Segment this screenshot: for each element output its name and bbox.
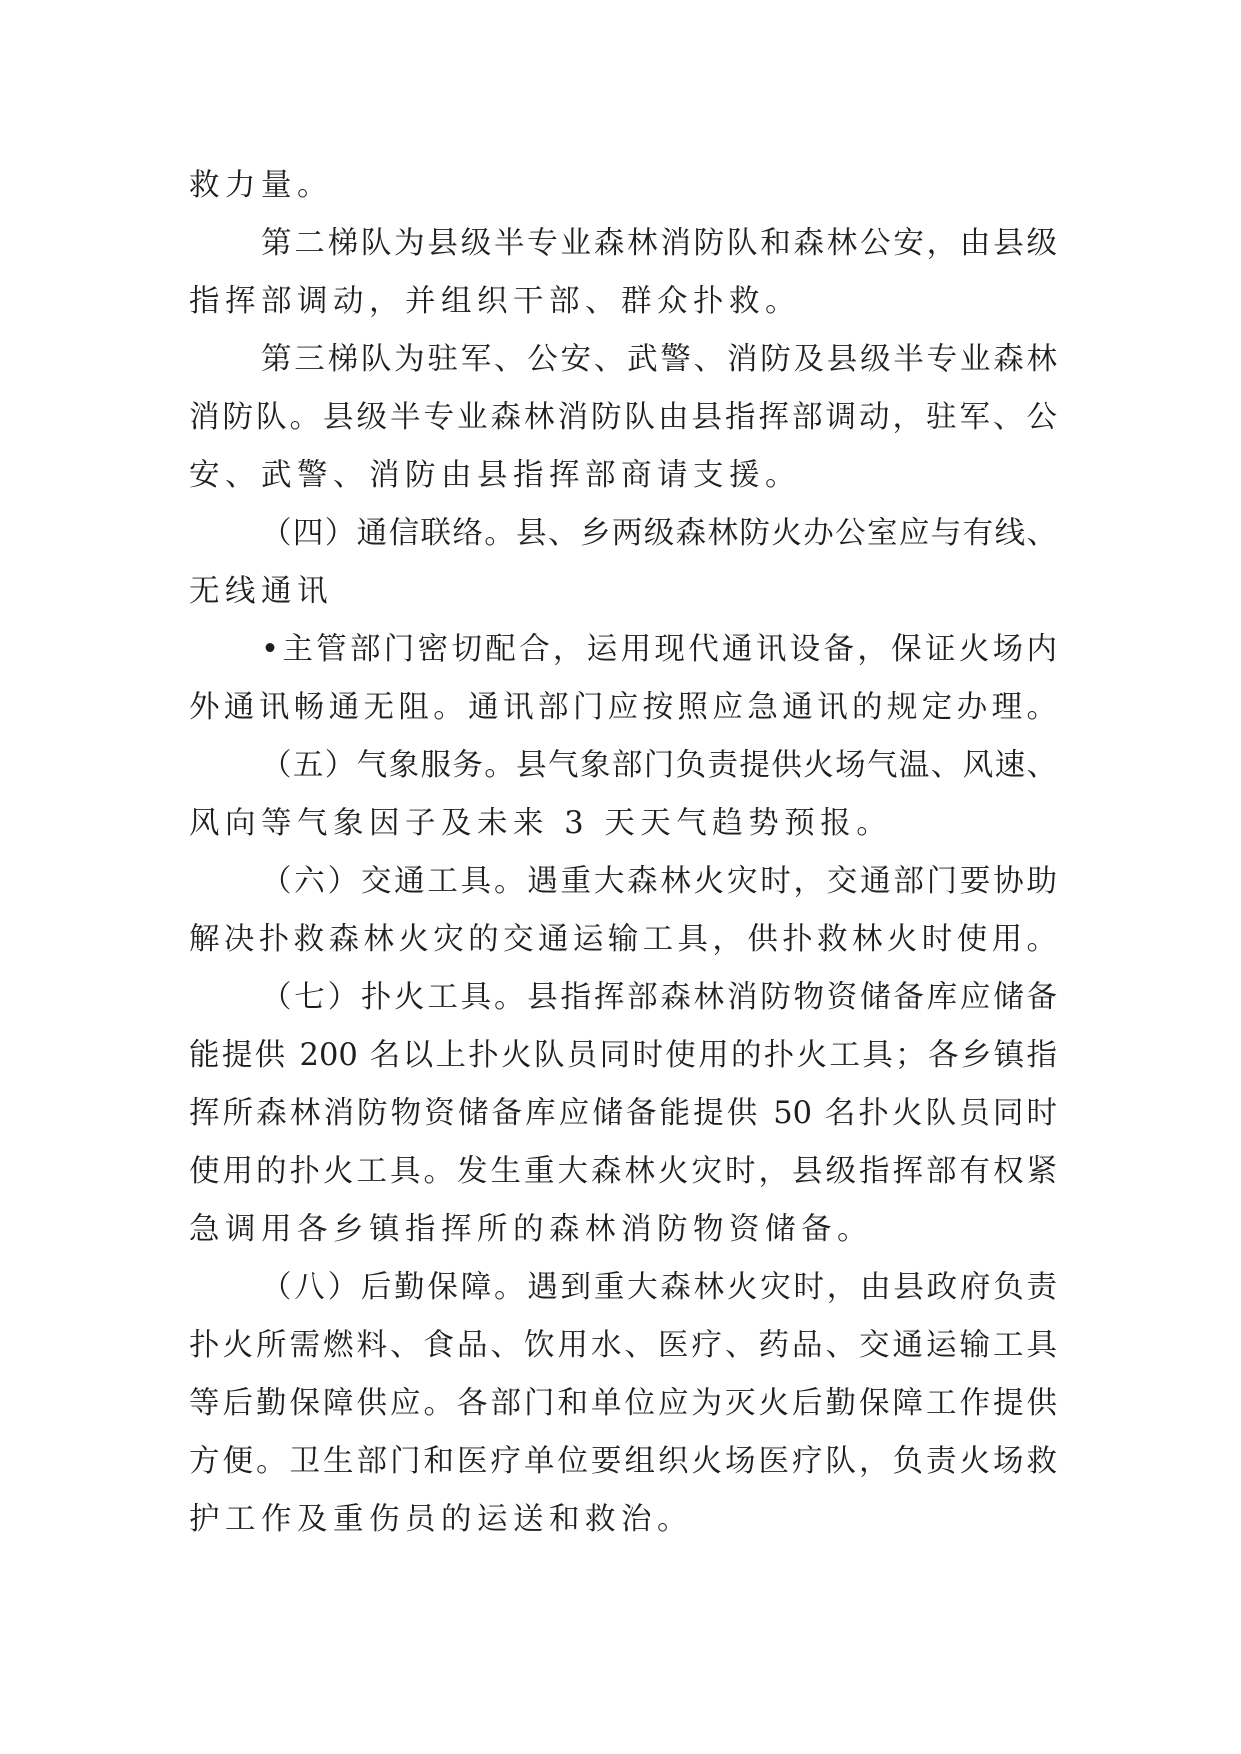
paragraph-third-echelon: 第三梯队为驻军、公安、武警、消防及县级半专业森林 (261, 342, 1057, 377)
text-line: 急调用各乡镇指挥所的森林消防物资储备。 (189, 1212, 873, 1247)
text-line: 指挥部调动，并组织干部、群众扑救。 (189, 284, 801, 319)
paragraph-transport: （六）交通工具。遇重大森林火灾时，交通部门要协助 (261, 864, 1057, 899)
paragraph-communication: （四）通信联络。县、乡两级森林防火办公室应与有线、 (261, 516, 1057, 551)
text-line: 能提供 200 名以上扑火队员同时使用的扑火工具；各乡镇指 (189, 1038, 1057, 1073)
paragraph-firefighting-tools: （七）扑火工具。县指挥部森林消防物资储备库应储备 (261, 980, 1057, 1015)
body-text (189, 157, 1057, 1549)
paragraph-weather-service: （五）气象服务。县气象部门负责提供火场气温、风速、 (261, 748, 1057, 783)
text-line: 无线通讯 (189, 574, 333, 609)
text-line: 解决扑救森林火灾的交通运输工具，供扑救林火时使用。 (189, 922, 1057, 957)
text-line: 风向等气象因子及未来 3 天天气趋势预报。 (189, 806, 893, 841)
text-line: 安、武警、消防由县指挥部商请支援。 (189, 458, 801, 493)
text-line: 护工作及重伤员的运送和救治。 (189, 1502, 693, 1537)
text-line: 等后勤保障供应。各部门和单位应为灭火后勤保障工作提供 (189, 1386, 1057, 1421)
text-line: 方便。卫生部门和医疗单位要组织火场医疗队，负责火场救 (189, 1444, 1057, 1479)
text-line: 使用的扑火工具。发生重大森林火灾时，县级指挥部有权紧 (189, 1154, 1057, 1189)
text-line: 扑火所需燃料、食品、饮用水、医疗、药品、交通运输工具 (189, 1328, 1057, 1363)
text-line: 外通讯畅通无阻。通讯部门应按照应急通讯的规定办理。 (189, 690, 1057, 725)
bullet-line: •主管部门密切配合，运用现代通讯设备，保证火场内 (261, 632, 1057, 667)
text-line: 消防队。县级半专业森林消防队由县指挥部调动，驻军、公 (189, 400, 1057, 435)
text-line: 救力量。 (189, 168, 333, 203)
paragraph-logistics: （八）后勤保障。遇到重大森林火灾时，由县政府负责 (261, 1270, 1057, 1305)
text-line: 挥所森林消防物资储备库应储备能提供 50 名扑火队员同时 (189, 1096, 1057, 1131)
paragraph-second-echelon: 第二梯队为县级半专业森林消防队和森林公安，由县级 (261, 226, 1057, 261)
